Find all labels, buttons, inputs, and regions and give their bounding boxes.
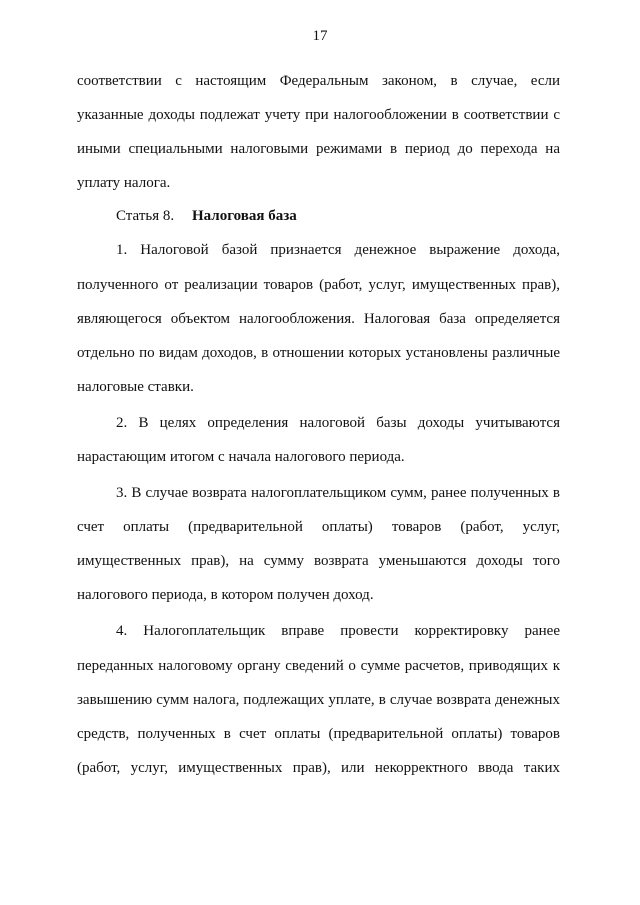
text-line: полученного от реализации товаров (работ, услуг, имущественных прав),: [77, 277, 560, 293]
text-line: счет оплаты (предварительной оплаты) товаров (работ, услуг,: [77, 519, 560, 535]
text-line: налоговые ставки.: [77, 379, 194, 395]
text-line: имущественных прав), на сумму возврата уменьшаются доходы того: [77, 553, 560, 569]
text-line: 3. В случае возврата налогоплательщиком сумм, ранее полученных в: [116, 485, 560, 501]
text-line: нарастающим итогом с начала налогового периода.: [77, 449, 405, 465]
text-line: указанные доходы подлежат учету при налогообложении в соответствии с: [77, 107, 560, 123]
text-line: являющегося объектом налогообложения. Налоговая база определяется: [77, 311, 560, 327]
text-line: уплату налога.: [77, 175, 171, 191]
page-number: 17: [312, 28, 328, 44]
text-line: завышению сумм налога, подлежащих уплате, в случае возврата денежных: [77, 692, 560, 708]
text-line: 1. Налоговой базой признается денежное выражение дохода,: [116, 242, 560, 258]
text-line: средств, полученных в счет оплаты (предварительной оплаты) товаров: [77, 726, 560, 742]
article-title: Налоговая база: [192, 208, 297, 224]
article-number: Статья 8.: [116, 208, 175, 224]
article-heading: [116, 206, 297, 226]
text-line: переданных налоговому органу сведений о сумме расчетов, приводящих к: [77, 658, 560, 674]
text-line: соответствии с настоящим Федеральным законом, в случае, если: [77, 73, 560, 89]
text-line: (работ, услуг, имущественных прав), или некорректного ввода таких: [77, 760, 560, 776]
text-line: отдельно по видам доходов, в отношении которых установлены различные: [77, 345, 560, 361]
text-line: налогового периода, в котором получен доход.: [77, 587, 374, 603]
text-line: 4. Налогоплательщик вправе провести корректировку ранее: [116, 623, 560, 639]
text-line: иными специальными налоговыми режимами в период до перехода на: [77, 141, 560, 157]
text-line: 2. В целях определения налоговой базы доходы учитываются: [116, 415, 560, 431]
